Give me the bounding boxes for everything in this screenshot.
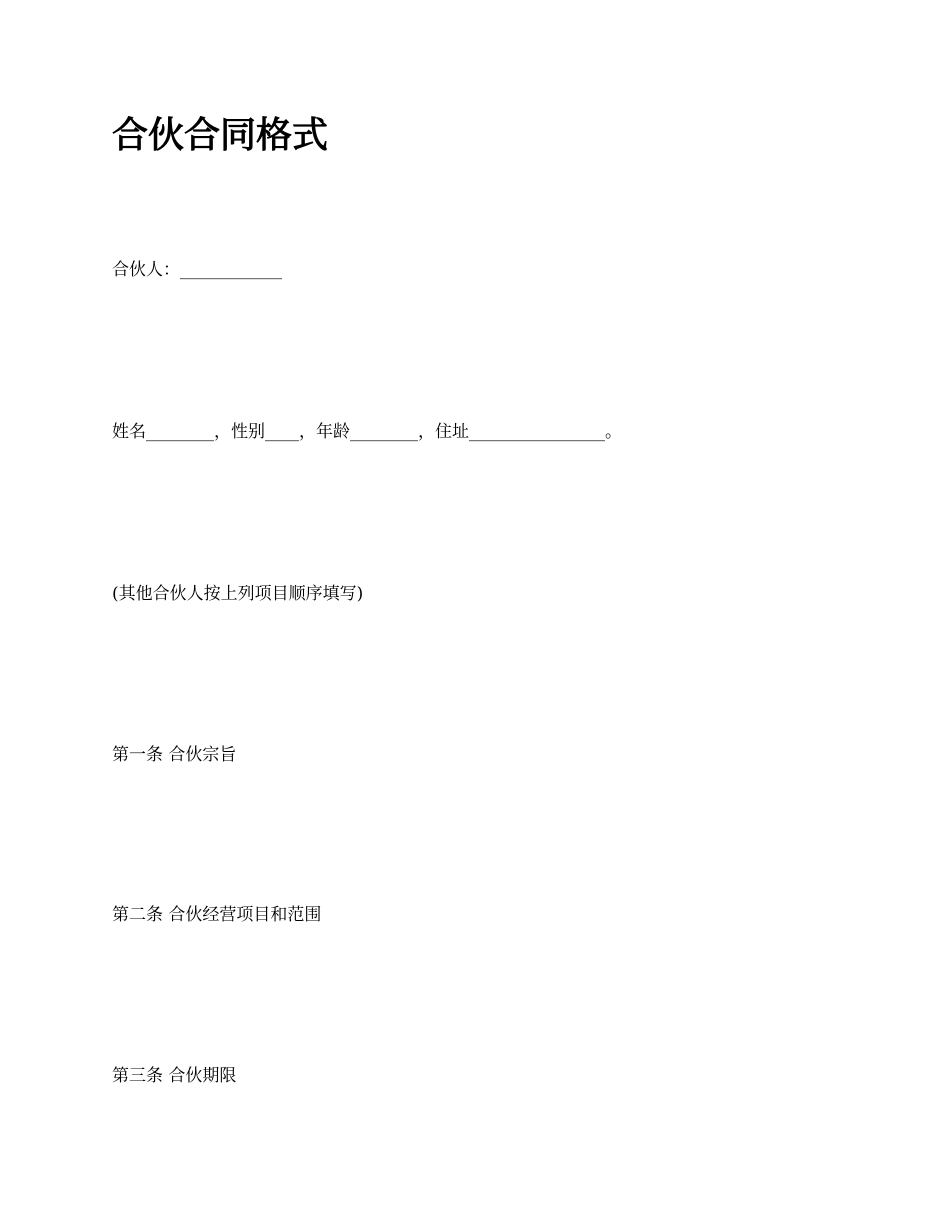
document-title: 合伙合同格式 — [112, 115, 329, 156]
article-2-heading: 第二条 合伙经营项目和范围 — [112, 905, 322, 925]
article-3-heading: 第三条 合伙期限 — [112, 1066, 237, 1086]
partner-line: 合伙人：____________ — [112, 260, 282, 280]
note-line: (其他合伙人按上列项目顺序填写) — [112, 584, 364, 604]
article-1-heading: 第一条 合伙宗旨 — [112, 745, 237, 765]
partner-info-line: 姓名________，性别____，年龄________，住址________________。 — [112, 422, 622, 442]
